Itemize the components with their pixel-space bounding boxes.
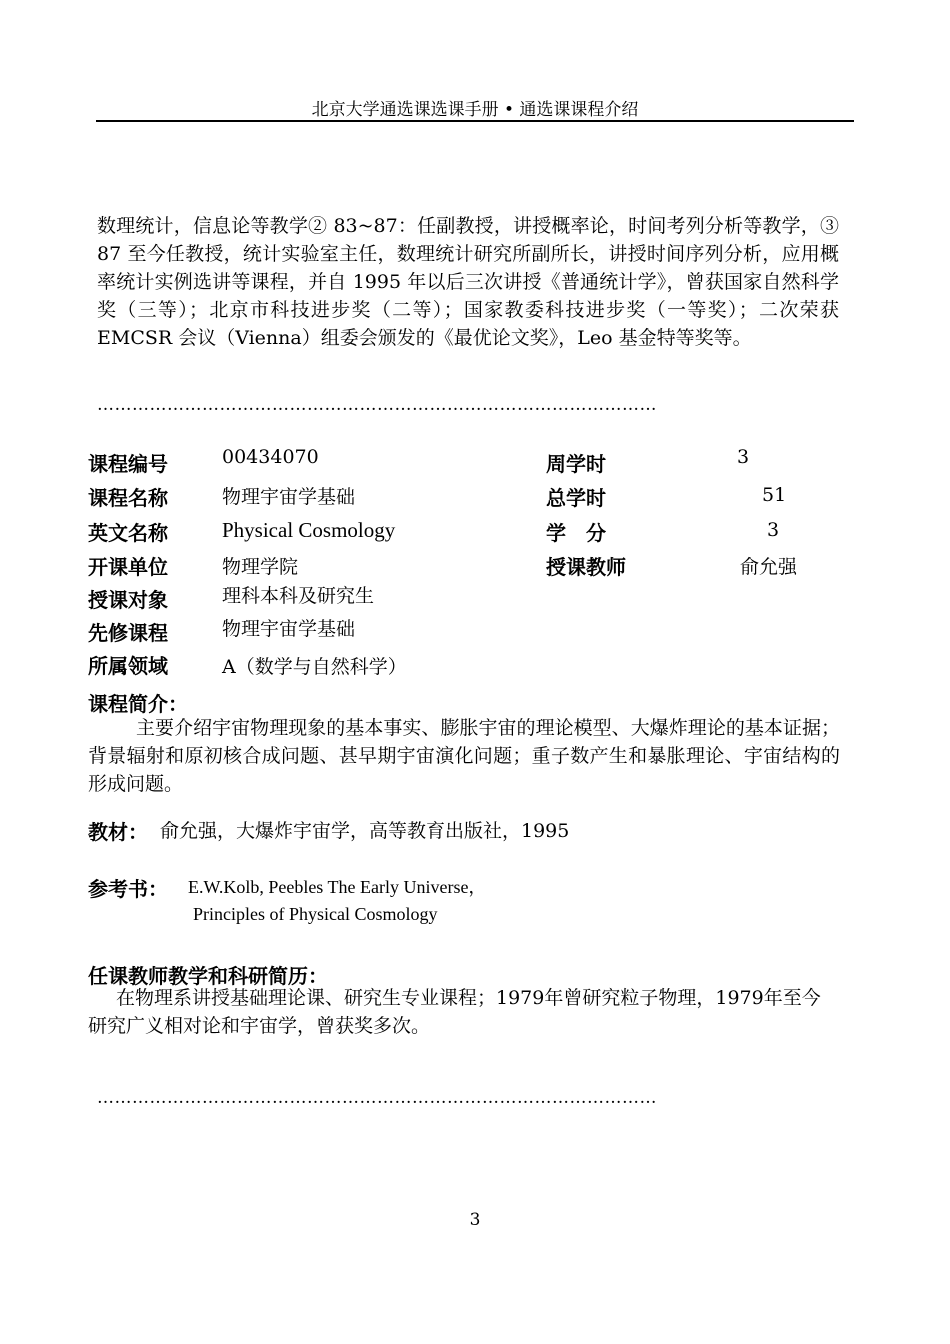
textbook-value: 俞允强，大爆炸宇宙学，高等教育出版社，1995	[160, 820, 570, 842]
course-code-label: 课程编号	[88, 452, 168, 476]
field: A（数学与自然科学）	[222, 656, 407, 678]
page-number: 3	[469, 1210, 481, 1230]
english-name-label: 英文名称	[88, 521, 168, 545]
weekly-hours: 3	[737, 446, 750, 468]
weekly-hours-label: 周学时	[546, 452, 606, 476]
credits: 3	[767, 519, 780, 541]
prerequisite-label: 先修课程	[88, 621, 168, 645]
department: 物理学院	[222, 556, 299, 578]
total-hours-label: 总学时	[546, 486, 606, 510]
field-label: 所属领域	[88, 654, 168, 678]
page-header-title: 北京大学通选课选课手册 • 通选课课程介绍	[311, 100, 639, 120]
teacher-bio-label: 任课教师教学和科研简历：	[88, 964, 328, 988]
references-label: 参考书：	[88, 877, 168, 901]
prerequisite: 物理宇宙学基础	[222, 618, 356, 640]
previous-teacher-bio: 数理统计，信息论等教学② 83~87：任副教授，讲授概率论，时间考列分析等教学，③ 87 至今任教授，统计实验室主任，数理统计研究所副所长，讲授时间序列分析，应用概率统计实例选讲等课程，并自 1995 年以后三次讲授《普通统计学》，曾获国家自然科学奖（三等）；北京市科技进步奖（二等）；国家教委科技进步奖（一等奖）；二次荣获 EMCSR 会议（Vienna）组委会颁发的《最优论文奖》，Leo 基金特等奖等。	[97, 215, 839, 349]
department-label: 开课单位	[88, 555, 168, 579]
reference-line-2: Principles of Physical Cosmology	[193, 904, 438, 924]
section-divider-top: ……………………………………………………………………………………	[97, 395, 657, 415]
course-brief-text: 主要介绍宇宙物理现象的基本事实、膨胀宇宙的理论模型、大爆炸理论的基本证据；背景辐射和原初核合成问题、甚早期宇宙演化问题；重子数产生和暴胀理论、宇宙结构的形成问题。	[88, 717, 840, 795]
audience: 理科本科及研究生	[222, 585, 375, 607]
english-name: Physical Cosmology	[222, 518, 396, 542]
course-name-label: 课程名称	[88, 486, 168, 510]
textbook-label: 教材：	[88, 820, 148, 844]
reference-line-1: E.W.Kolb, Peebles The Early Universe，	[188, 877, 487, 897]
credits-label: 学 分	[546, 521, 606, 545]
section-divider-bottom: ……………………………………………………………………………………	[97, 1088, 657, 1108]
teacher-label: 授课教师	[546, 555, 626, 579]
course-code: 00434070	[222, 446, 319, 468]
header-rule	[96, 120, 854, 122]
teacher-name: 俞允强	[740, 556, 798, 578]
course-name: 物理宇宙学基础	[222, 486, 356, 508]
course-brief-label: 课程简介：	[88, 692, 188, 716]
audience-label: 授课对象	[88, 588, 168, 612]
teacher-bio-text: 在物理系讲授基础理论课、研究生专业课程；1979年曾研究粒子物理，1979年至今研究广义相对论和宇宙学，曾获奖多次。	[88, 987, 821, 1037]
total-hours: 51	[762, 484, 787, 506]
